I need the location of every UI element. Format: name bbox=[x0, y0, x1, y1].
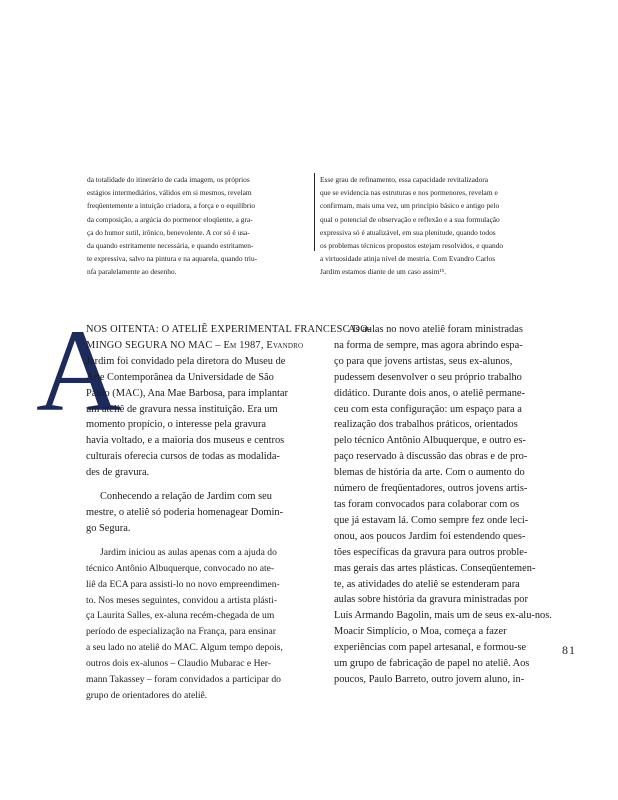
text-line: Luís Armando Bagolin, mais um de seus ex-alu-nos. bbox=[334, 610, 552, 622]
text-line: os problemas técnicos propostos estejam resolvidos, e quando bbox=[320, 241, 504, 251]
text-line: ça do humor sutil, irônico, benevolente. A cor só é usa- bbox=[87, 227, 250, 237]
text-line: poucos, Paulo Barreto, outro jovem aluno, in- bbox=[334, 673, 525, 685]
text-line: blemas de história da arte. Com o aumento do bbox=[334, 467, 525, 479]
text-line: a seu lado no ateliê do MAC. Algum tempo depois, bbox=[86, 642, 283, 654]
drop-cap: A bbox=[36, 305, 122, 436]
text-line: Arte Contemporânea da Universidade de São bbox=[86, 371, 274, 383]
section-intro-paragraph bbox=[86, 322, 372, 481]
text-line: onou, aos poucos Jardim foi estendendo ques- bbox=[334, 530, 526, 542]
text-line: técnico Antônio Albuquerque, convocado no ate- bbox=[86, 562, 275, 574]
text-line: mas gerais das artes plásticas. Conseqüentemen- bbox=[334, 562, 536, 574]
text-line: des de gravura. bbox=[86, 467, 150, 479]
text-line: to. Nos meses seguintes, convidou a artista plásti- bbox=[86, 594, 278, 606]
text-line: outros dois ex-alunos – Claudio Mubarac e Her- bbox=[86, 658, 271, 670]
top-right-paragraph bbox=[320, 173, 532, 279]
text-line: liê da ECA para assisti-lo no novo empreendimen- bbox=[86, 578, 280, 590]
text-line: As aulas no novo ateliê foram ministradas bbox=[348, 324, 523, 335]
text-line: estágios intermediários, válidos em si mesmos, revelam bbox=[87, 188, 252, 198]
text-line: ça Laurita Salles, ex-aluna recém-chegada de um bbox=[86, 610, 275, 622]
text-line: paço reservado à discussão das obras e de pro- bbox=[334, 451, 528, 463]
text-line: ceu com esta configuração: um espaço para a bbox=[334, 403, 522, 415]
section-heading-line: NOS OITENTA: O ATELIÊ EXPERIMENTAL FRANCESC DO- bbox=[86, 324, 372, 335]
text-line: tas foram convocados para colaborar com os bbox=[334, 498, 520, 510]
text-line: número de freqüentadores, outros jovens artis- bbox=[334, 483, 528, 495]
text-line: da quando estritamente necessária, e quando estritamen- bbox=[87, 241, 254, 251]
text-line: havia voltado, e a maioria dos museus e centros bbox=[86, 435, 285, 447]
text-line: realização dos trabalhos práticos, orientados bbox=[334, 419, 518, 431]
text-line: período de especialização na França, para ensinar bbox=[86, 626, 276, 638]
paragraph bbox=[86, 545, 305, 704]
text-line bbox=[86, 338, 305, 354]
text-line: momento propício, o interesse pela gravura bbox=[86, 419, 267, 431]
left-column bbox=[86, 322, 372, 704]
text-line: te expressiva, salvo na pintura e na aquarela, quando triu- bbox=[87, 254, 258, 264]
text-line: Esse grau de refinamento, essa capacidade revitalizadora bbox=[320, 175, 489, 184]
text-line: da composição, a argúcia do pormenor eloqüente, a gra- bbox=[87, 214, 253, 224]
text-line: um ateliê de gravura nessa instituição. Era um bbox=[86, 403, 278, 415]
text-line: experiências com papel artesanal, e formou-se bbox=[334, 642, 527, 654]
text-line: mann Takassey – foram convidados a participar do bbox=[86, 674, 281, 686]
text-line: confirmam, mais uma vez, um princípio básico e antigo pelo bbox=[320, 201, 500, 211]
text-line: Jardim foi convidado pela diretora do Museu de bbox=[86, 355, 286, 367]
text-line: aulas sobre história da gravura ministradas por bbox=[334, 594, 528, 606]
page-number: 81 bbox=[562, 643, 576, 657]
text-line: na forma de sempre, mas agora abrindo espa- bbox=[334, 339, 523, 351]
text-line: Jardim iniciou as aulas apenas com a ajuda do bbox=[100, 546, 277, 558]
text-line: Jardim estamos diante de um caso assim¹⁵. bbox=[320, 267, 447, 277]
text-line: nfa paralelamente ao desenho. bbox=[87, 267, 177, 277]
text-line: Paulo (MAC), Ana Mae Barbosa, para implantar bbox=[86, 387, 288, 399]
text-line: expressiva só é atualizável, em sua plenitude, quando todos bbox=[320, 227, 496, 237]
text-line: da totalidade do itinerário de cada imagem, os próprios bbox=[87, 175, 250, 184]
text-line: tões específicas da gravura para outros proble- bbox=[334, 546, 528, 558]
text-line: um grupo de fabricação de papel no ateliê. Aos bbox=[334, 658, 530, 670]
text-line: pelo técnico Antônio Albuquerque, e outro es- bbox=[334, 435, 526, 447]
text-line: a virtuosidade atinja nível de mestria. Com Evandro Carlos bbox=[320, 254, 496, 264]
right-column bbox=[334, 322, 552, 688]
text-line: go Segura. bbox=[86, 522, 131, 534]
text-line: didático. Durante dois anos, o ateliê permane- bbox=[334, 387, 526, 399]
section-heading-line: MINGO SEGURA NO MAC – Em 1987, Evandro bbox=[86, 339, 304, 351]
text-line: grupo de orientadores do ateliê. bbox=[86, 689, 208, 701]
paragraph bbox=[86, 489, 305, 537]
text-line: Conhecendo a relação de Jardim com seu bbox=[100, 491, 272, 503]
text-line: Moacir Simplício, o Moa, começa a fazer bbox=[334, 626, 507, 638]
top-left-paragraph bbox=[87, 173, 309, 279]
column-divider bbox=[314, 173, 315, 251]
text-line: que se evidencia nas estruturas e nos pormenores, revelam e bbox=[320, 188, 498, 198]
text-line: ço para que jovens artistas, seus ex-alunos, bbox=[334, 355, 513, 367]
text-line: pudessem desenvolver o seu próprio trabalho bbox=[334, 371, 522, 383]
text-line: culturais oferecia cursos de todas as modalida- bbox=[86, 451, 280, 463]
text-line: que já estavam lá. Como sempre fez onde leci- bbox=[334, 514, 529, 526]
text-line: qual o potencial de observação e reflexão e a sua formulação bbox=[320, 214, 500, 224]
text-line: freqüentemente a intuição criadora, a força e o equilíbrio bbox=[87, 201, 256, 211]
text-line: mestre, o ateliê só poderia homenagear Domin- bbox=[86, 506, 284, 518]
text-line: te, as atividades do ateliê se estenderam para bbox=[334, 578, 520, 590]
